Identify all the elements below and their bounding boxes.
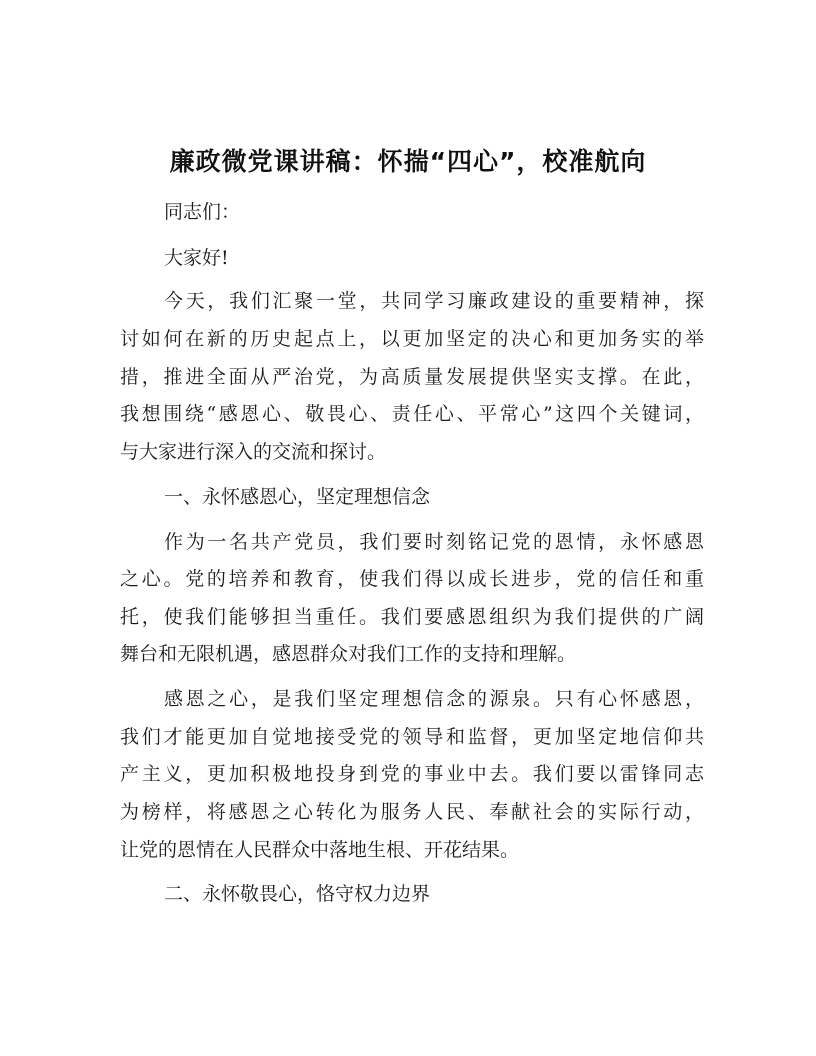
text-line: 讨如何在新的历史起点上，以更加坚定的决心和更加务实的举: [120, 328, 704, 350]
section-heading: 一、永怀感恩心，坚定理想信念: [164, 486, 431, 508]
text-line: 产主义，更加积极地投身到党的事业中去。我们要以雷锋同志: [120, 763, 704, 785]
text-line: 同志们：: [164, 201, 241, 223]
text-line: 之心。党的培养和教育，使我们得以成长进步，党的信任和重: [120, 568, 704, 590]
text-line: 我想围绕“感恩心、敬畏心、责任心、平常心”这四个关键词，: [120, 403, 704, 425]
text-line: 让党的恩情在人民群众中落地生根、开花结果。: [120, 839, 520, 861]
section-heading: 二、永怀敬畏心，恪守权力边界: [164, 883, 431, 905]
text-line: 感恩之心，是我们坚定理想信念的源泉。只有心怀感恩，: [164, 688, 704, 710]
text-line: 舞台和无限机遇，感恩群众对我们工作的支持和理解。: [120, 643, 577, 665]
text-line: 今天，我们汇聚一堂，共同学习廉政建设的重要精神，探: [164, 290, 704, 312]
text-line: 措，推进全面从严治党，为高质量发展提供坚实支撑。在此，: [120, 366, 704, 388]
text-line: 作为一名共产党员，我们要时刻铭记党的恩情，永怀感恩: [164, 531, 704, 553]
text-line: 与大家进行深入的交流和探讨。: [120, 441, 387, 463]
text-line: 大家好!: [164, 247, 229, 269]
text-line: 为榜样，将感恩之心转化为服务人民、奉献社会的实际行动，: [120, 801, 704, 823]
text-line: 我们才能更加自觉地接受党的领导和监督，更加坚定地信仰共: [120, 726, 704, 748]
text-line: 托，使我们能够担当重任。我们要感恩组织为我们提供的广阔: [120, 606, 704, 628]
page-title: 廉政微党课讲稿：怀揣“四心”，校准航向: [169, 147, 647, 176]
